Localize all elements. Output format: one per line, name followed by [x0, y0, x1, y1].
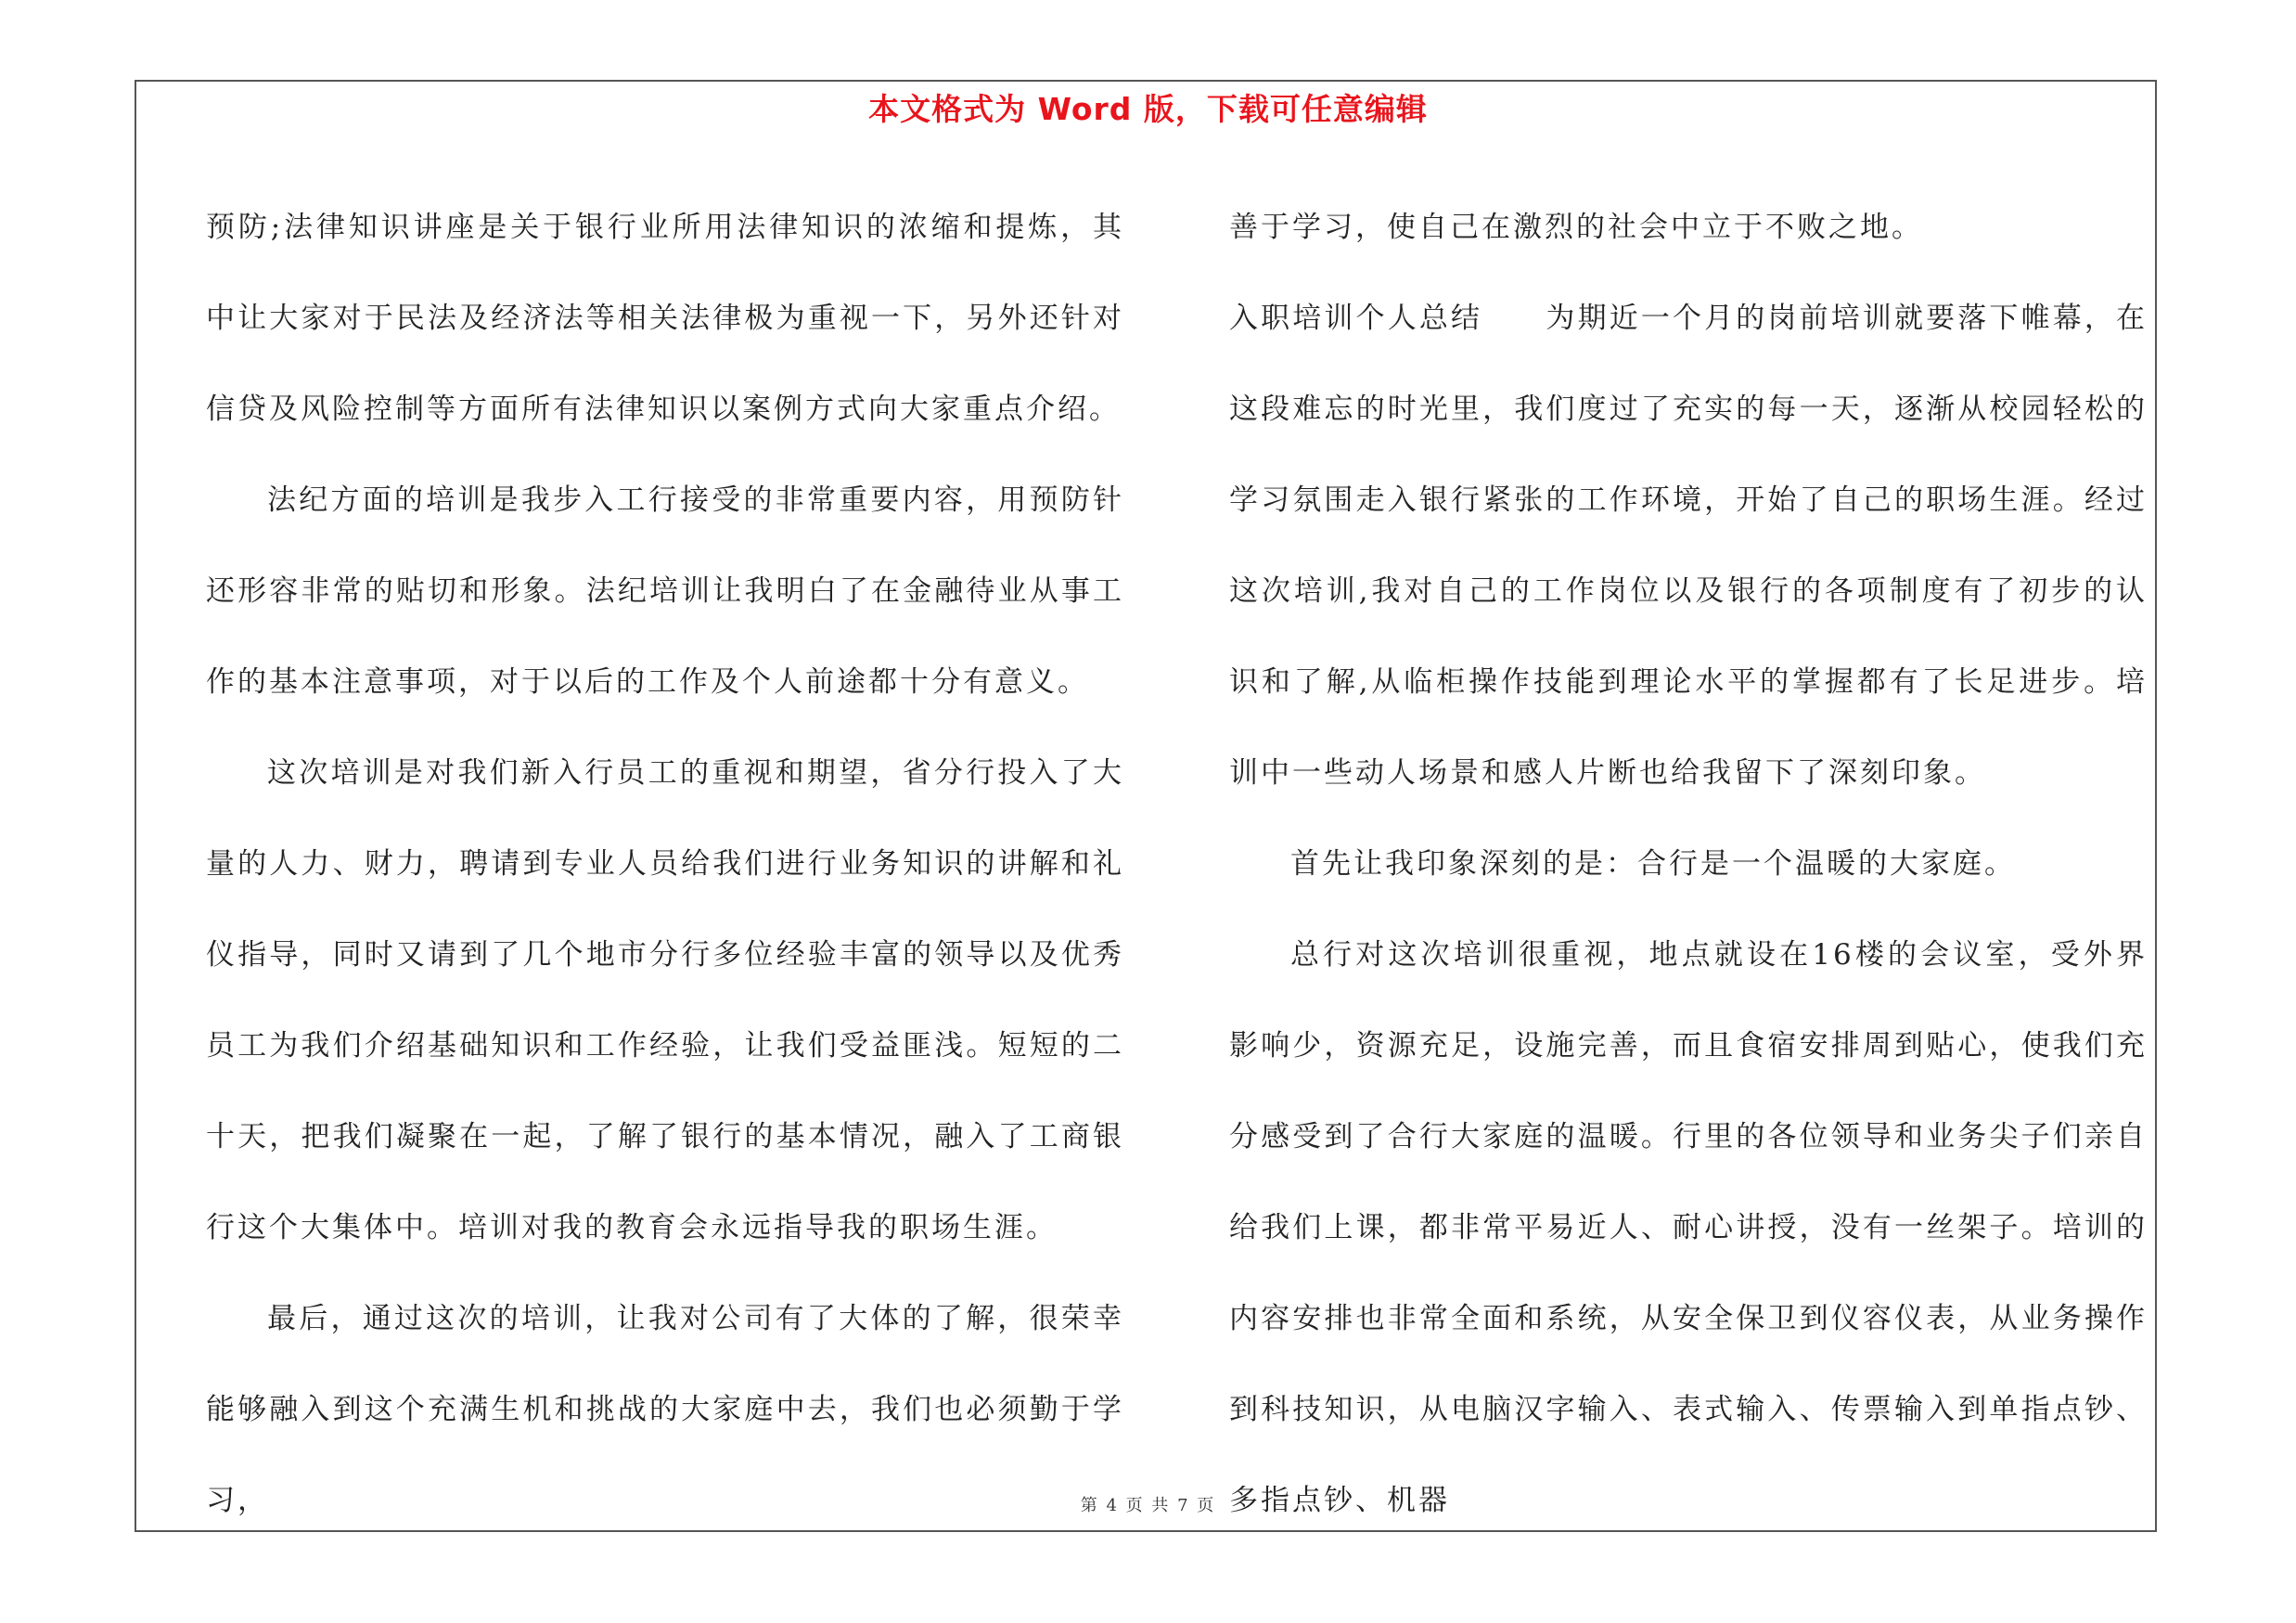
left-column	[206, 182, 1124, 1546]
left-paragraph-2: 法纪方面的培训是我步入工行接受的非常重要内容，用预防针还形容非常的贴切和形象。法纪培训让我明白了在金融待业从事工作的基本注意事项，对于以后的工作及个人前途都十分有意义。	[206, 483, 1124, 699]
page-number: 第 4 页 共 7 页	[1080, 1496, 1216, 1515]
right-paragraph-2: 入职培训个人总结 为期近一个月的岗前培训就要落下帷幕，在这段难忘的时光里，我们度过了充实的每一天，逐渐从校园轻松的学习氛围走入银行紧张的工作环境，开始了自己的职场生涯。经过这次培训,我对自己的工作岗位以及银行的各项制度有了初步的认识和了解,从临柜操作技能到理论水平的掌握都有了长足进步。培训中一些动人场景和感人片断也给我留下了深刻印象。	[1229, 302, 2148, 790]
left-paragraph-3: 这次培训是对我们新入行员工的重视和期望，省分行投入了大量的人力、财力，聘请到专业人员给我们进行业务知识的讲解和礼仪指导，同时又请到了几个地市分行多位经验丰富的领导以及优秀员工为我们介绍基础知识和工作经验，让我们受益匪浅。短短的二十天，把我们凝聚在一起，了解了银行的基本情况，融入了工商银行这个大集体中。培训对我的教育会永远指导我的职场生涯。	[206, 756, 1124, 1244]
left-paragraph-4: 最后，通过这次的培训，让我对公司有了大体的了解，很荣幸能够融入到这个充满生机和挑战的大家庭中去，我们也必须勤于学习，	[206, 1302, 1124, 1517]
right-column	[1229, 182, 2148, 1546]
right-paragraph-3: 首先让我印象深刻的是：合行是一个温暖的大家庭。	[1290, 847, 2016, 881]
header-banner: 本文格式为 Word 版，下载可任意编辑	[868, 91, 1428, 127]
right-paragraph-1: 善于学习，使自己在激烈的社会中立于不败之地。	[1229, 211, 1923, 244]
right-paragraph-4: 总行对这次培训很重视，地点就设在16楼的会议室，受外界影响少，资源充足，设施完善，而且食宿安排周到贴心，使我们充分感受到了合行大家庭的温暖。行里的各位领导和业务尖子们亲自给我们上课，都非常平易近人、耐心讲授，没有一丝架子。培训的内容安排也非常全面和系统，从安全保卫到仪容仪表，从业务操作到科技知识，从电脑汉字输入、表式输入、传票输入到单指点钞、多指点钞、机器	[1229, 938, 2148, 1517]
left-paragraph-1: 预防;法律知识讲座是关于银行业所用法律知识的浓缩和提炼，其中让大家对于民法及经济法等相关法律极为重视一下，另外还针对信贷及风险控制等方面所有法律知识以案例方式向大家重点介绍。	[206, 211, 1124, 426]
